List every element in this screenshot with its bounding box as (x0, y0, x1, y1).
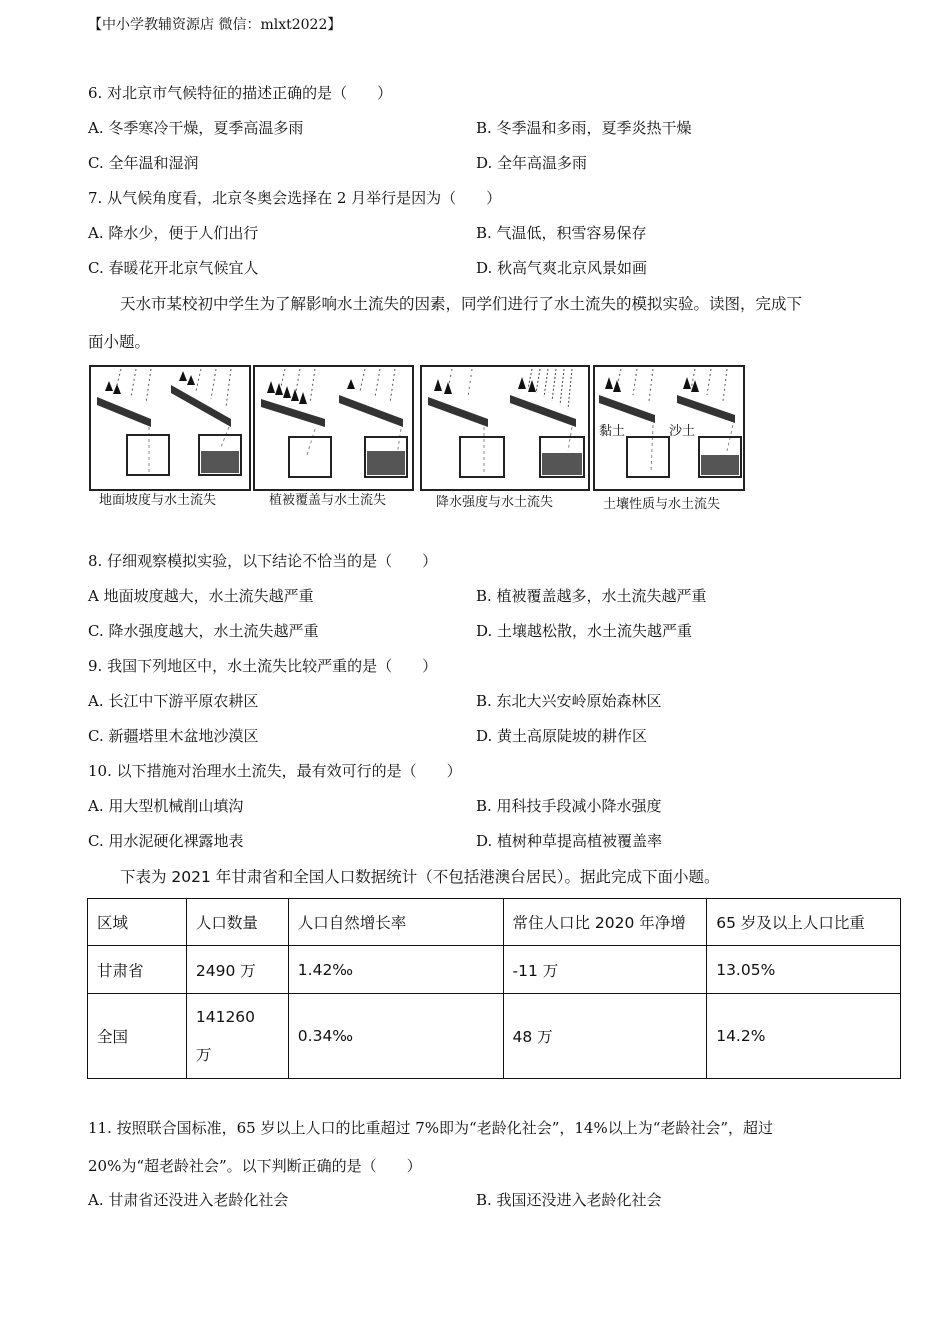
table-cell: 13.05% (707, 946, 901, 994)
table-cell: -11 万 (503, 946, 707, 994)
table-row-national (88, 994, 901, 1079)
table-cell: 48 万 (503, 994, 707, 1079)
slope-experiment-illustration (91, 367, 249, 489)
experiment-intro-line2: 面小题。 (88, 333, 151, 351)
question-6-option-a[interactable]: A. 冬季寒冷干燥，夏季高温多雨 (88, 119, 304, 137)
table-header-cell: 65 岁及以上人口比重 (707, 899, 901, 946)
caption-rainfall: 降水强度与水土流失 (436, 495, 554, 510)
table-intro: 下表为 2021 年甘肃省和全国人口数据统计（不包括港澳台居民）。据此完成下面小题。 (120, 868, 720, 886)
question-8-option-a[interactable]: A 地面坡度越大，水土流失越严重 (88, 587, 314, 605)
vegetation-experiment-illustration (255, 367, 412, 489)
question-11-option-a[interactable]: A. 甘肃省还没进入老龄化社会 (88, 1191, 289, 1209)
question-10-option-a[interactable]: A. 用大型机械削山填沟 (88, 797, 244, 815)
question-9-option-c[interactable]: C. 新疆塔里木盆地沙漠区 (88, 727, 259, 745)
rainfall-experiment-illustration (422, 367, 588, 489)
question-9-stem: 9. 我国下列地区中，水土流失比较严重的是（ ） (88, 657, 438, 675)
population-value: 141260 (195, 1008, 256, 1026)
table-cell: 2490 万 (186, 946, 288, 994)
caption-vegetation: 植被覆盖与水土流失 (269, 493, 387, 508)
question-10-option-d[interactable]: D. 植树种草提高植被覆盖率 (476, 832, 663, 850)
question-10-option-c[interactable]: C. 用水泥硬化裸露地表 (88, 832, 244, 850)
question-6-option-d[interactable]: D. 全年高温多雨 (476, 154, 588, 172)
table-cell: 全国 (88, 994, 187, 1079)
experiment-panel-vegetation (253, 365, 414, 491)
question-7-option-d[interactable]: D. 秋高气爽北京风景如画 (476, 259, 648, 277)
table-row-gansu (88, 946, 901, 994)
population-unit: 万 (195, 1046, 212, 1064)
question-8-option-c[interactable]: C. 降水强度越大，水土流失越严重 (88, 622, 319, 640)
experiment-panel-rainfall (420, 365, 590, 491)
question-11-option-b[interactable]: B. 我国还没进入老龄化社会 (476, 1191, 662, 1209)
question-9-option-d[interactable]: D. 黄土高原陡坡的耕作区 (476, 727, 648, 745)
question-8-stem: 8. 仔细观察模拟实验，以下结论不恰当的是（ ） (88, 552, 438, 570)
table-header-cell: 区域 (88, 899, 187, 946)
sandy-soil-label: 沙土 (669, 424, 696, 439)
table-header-cell: 人口自然增长率 (288, 899, 503, 946)
question-6-option-b[interactable]: B. 冬季温和多雨，夏季炎热干燥 (476, 119, 692, 137)
question-8-option-d[interactable]: D. 土壤越松散，水土流失越严重 (476, 622, 693, 640)
question-11-stem-line1: 11. 按照联合国标准，65 岁以上人口的比重超过 7%即为“老龄化社会”，14%以上为“老龄社会”，超过 (88, 1119, 774, 1137)
question-7-option-a[interactable]: A. 降水少，便于人们出行 (88, 224, 259, 242)
table-cell: 0.34‰ (288, 994, 503, 1079)
table-header-cell: 人口数量 (186, 899, 288, 946)
question-10-stem: 10. 以下措施对治理水土流失，最有效可行的是（ ） (88, 762, 462, 780)
table-cell: 14.2% (707, 994, 901, 1079)
table-cell-population (186, 994, 288, 1079)
question-7-stem: 7. 从气候角度看，北京冬奥会选择在 2 月举行是因为（ ） (88, 189, 502, 207)
table-cell: 甘肃省 (88, 946, 187, 994)
caption-slope: 地面坡度与水土流失 (99, 493, 217, 508)
question-11-stem-line2: 20%为“超老龄社会”。以下判断正确的是（ ） (88, 1157, 422, 1175)
clay-soil-label: 黏土 (599, 424, 626, 439)
experiment-intro-line1: 天水市某校初中学生为了解影响水土流失的因素，同学们进行了水土流失的模拟实验。读图，完成下 (120, 295, 803, 313)
table-cell: 1.42‰ (288, 946, 503, 994)
experiment-panel-soil (593, 365, 745, 491)
question-6-stem: 6. 对北京市气候特征的描述正确的是（ ） (88, 84, 393, 102)
question-8-option-b[interactable]: B. 植被覆盖越多，水土流失越严重 (476, 587, 707, 605)
page-header: 【中小学教辅资源店 微信：mlxt2022】 (88, 17, 342, 33)
experiment-panel-slope (89, 365, 251, 491)
question-9-option-a[interactable]: A. 长江中下游平原农耕区 (88, 692, 259, 710)
table-header-row (88, 899, 901, 946)
question-7-option-b[interactable]: B. 气温低，积雪容易保存 (476, 224, 647, 242)
question-7-option-c[interactable]: C. 春暖花开北京气候宜人 (88, 259, 259, 277)
question-6-option-c[interactable]: C. 全年温和湿润 (88, 154, 199, 172)
population-table (87, 898, 901, 1079)
caption-soil: 土壤性质与水土流失 (603, 497, 721, 512)
table-header-cell: 常住人口比 2020 年净增 (503, 899, 707, 946)
question-10-option-b[interactable]: B. 用科技手段减小降水强度 (476, 797, 662, 815)
question-9-option-b[interactable]: B. 东北大兴安岭原始森林区 (476, 692, 662, 710)
